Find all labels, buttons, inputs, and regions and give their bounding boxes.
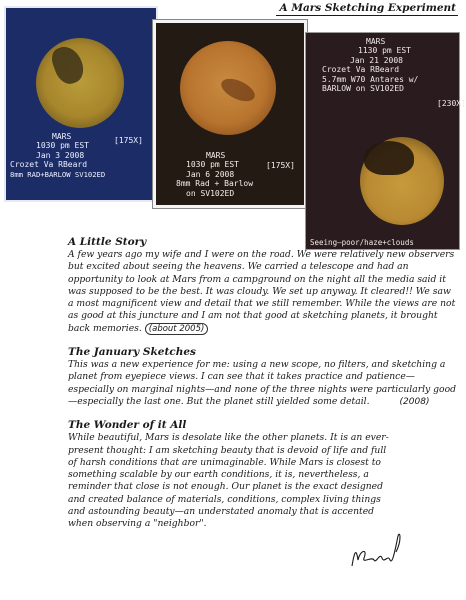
sketch-line: on SV102ED [186, 188, 235, 198]
sketch-line: BARLOW on SV102ED [322, 84, 404, 94]
handwritten-note: (about 2005) [145, 323, 209, 335]
magnification-label: [175X] [114, 136, 143, 145]
sketch-line: Jan 6 2008 [186, 169, 235, 179]
mars-drawing [36, 38, 124, 128]
paragraph-text: This was a new experience for me: using a new scope, no filters, and sketching a planet from eyepiece views. I can see that it takes practice and patience—especially on marginal nights—and none of the three nights were particularly good—especially the last one. But the planet still yielded some detail. [68, 359, 456, 407]
sketch-line: 1030 pm EST [36, 141, 89, 151]
dark-albedo-feature [218, 74, 258, 106]
sketch-line: Crozet Va RBeard [322, 65, 400, 75]
sketch-card-jan-3 [4, 6, 158, 202]
section-heading: The January Sketches [68, 346, 196, 359]
sketch-notes [314, 37, 418, 93]
mars-drawing [360, 137, 444, 225]
section-paragraph [68, 249, 458, 335]
sketch-line: Jan 21 2008 [350, 55, 403, 65]
sketch-line: 1030 pm EST [186, 160, 239, 170]
seeing-conditions: Seeing—poor/haze+clouds [310, 238, 414, 247]
handwritten-note: (2008) [399, 396, 430, 407]
author-signature [346, 530, 406, 570]
article-body [68, 236, 458, 542]
sketch-line: 8mm RAD+BARLOW SV102ED [10, 169, 106, 179]
mars-drawing [180, 41, 276, 135]
sketch-line: 8mm Rad + Barlow [176, 179, 254, 189]
sketch-card-jan-6 [153, 20, 307, 208]
sketch-line: Jan 3 2008 [36, 150, 85, 160]
dark-albedo-feature [48, 42, 87, 87]
sketch-line: Crozet Va RBeard [10, 160, 88, 170]
sketch-line: MARS [206, 151, 226, 160]
sketch-notes [176, 151, 253, 198]
magnification-label: [175X] [266, 161, 295, 170]
section-heading: A Little Story [68, 236, 147, 248]
sketch-line: 1130 pm EST [358, 46, 411, 56]
section-heading: The Wonder of it All [68, 419, 187, 432]
sketch-notes [10, 132, 105, 179]
page-title: A Mars Sketching Experiment [276, 2, 458, 16]
dark-albedo-feature [364, 141, 414, 175]
paragraph-text: While beautiful, Mars is desolate like the other planets. It is an ever-present thought: I am sketching beauty that is devoid of life and full of harsh conditions that are unimaginable. While Mars is closest to something scalable by our earth conditions, it is, nevertheless, a reminder that close is not enough. Our planet is the exact designed and created balance of materials, conditions, complex living things and astounding beauty—an understated anomaly that is accented when observing a "neighbor". [68, 432, 389, 530]
magnification-label: [230X] [437, 99, 466, 108]
sketch-card-jan-21 [305, 32, 466, 250]
sketch-line: MARS [52, 132, 72, 141]
paragraph-text: A few years ago my wife and I were on the road. We were relatively new observers but excited about seeing the heavens. We carried a telescope and had an opportunity to look at Mars from a campground on the night all the media said it was supposed to be the best. It was cloudy. We set up anyway. It cleared!! We saw a most magnificent view and detail that we still remember. While the views are not as good at this juncture and I am not that good at sketching planets, it brought back memories. [68, 249, 456, 334]
section-paragraph [68, 359, 458, 408]
section-paragraph [68, 432, 398, 530]
sketch-line: MARS [366, 37, 386, 46]
sketch-line: 5.7mm W70 Antares w/ [322, 74, 419, 84]
